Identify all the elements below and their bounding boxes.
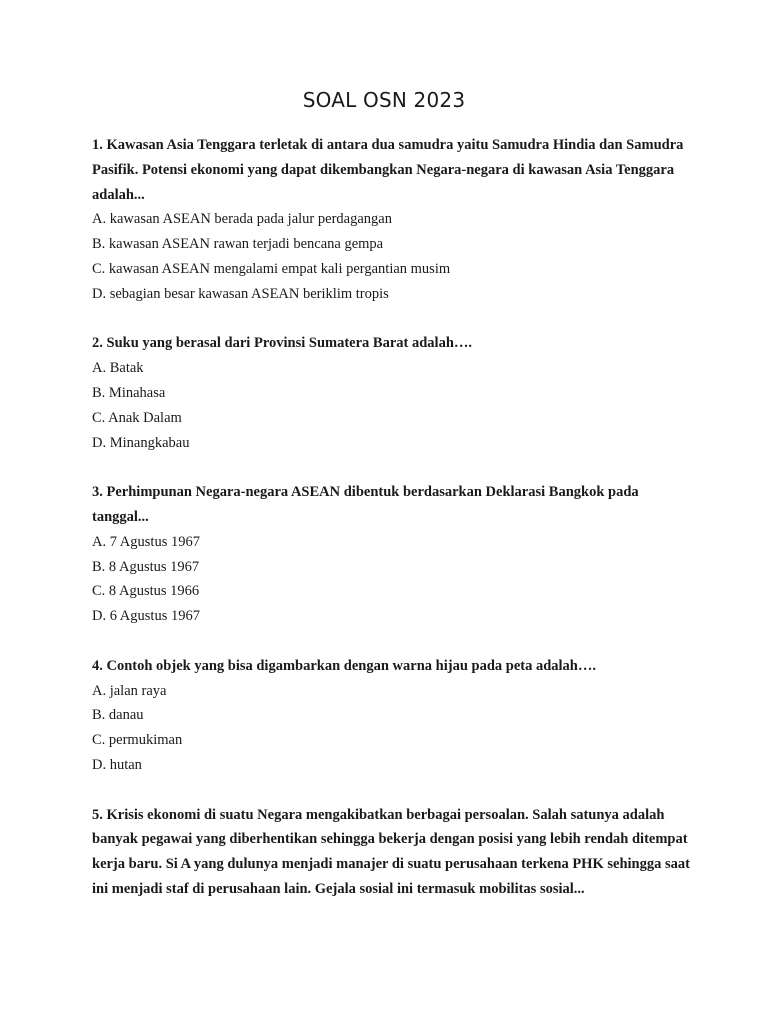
- question-text: 4. Contoh objek yang bisa digambarkan dengan warna hijau pada peta adalah….: [92, 657, 596, 674]
- answer-option: D. hutan: [92, 756, 142, 773]
- question-text: 3. Perhimpunan Negara-negara ASEAN dibentuk berdasarkan Deklarasi Bangkok pada tanggal...: [92, 484, 639, 525]
- answer-option: C. Anak Dalam: [92, 409, 182, 426]
- question-list: [92, 133, 692, 927]
- answer-option: C. 8 Agustus 1966: [92, 583, 200, 600]
- answer-option: C. kawasan ASEAN mengalami empat kali pergantian musim: [92, 260, 451, 277]
- question-text: 2. Suku yang berasal dari Provinsi Sumatera Barat adalah….: [92, 335, 473, 352]
- question-text: 5. Krisis ekonomi di suatu Negara mengakibatkan berbagai persoalan. Salah satunya adalah banyak pegawai yang diberhentikan sehingga bekerja dengan posisi yang lebih rendah ditempat kerja baru. Si A yang dulunya menjadi manajer di suatu perusahaan terkena PHK sehingga saat ini menjadi staf di perusahaan lain. Gejala sosial ini termasuk mobilitas sosial...: [92, 806, 690, 897]
- answer-option: C. permukiman: [92, 732, 183, 749]
- answer-option: D. Minangkabau: [92, 434, 190, 451]
- answer-option: A. 7 Agustus 1967: [92, 533, 200, 550]
- page-title: SOAL OSN 2023: [302, 88, 466, 112]
- answer-option: D. sebagian besar kawasan ASEAN beriklim tropis: [92, 285, 389, 302]
- question-5: [92, 803, 692, 902]
- question-3: [92, 480, 692, 629]
- answer-option: A. Batak: [92, 360, 144, 377]
- question-2: [92, 331, 692, 455]
- answer-option: D. 6 Agustus 1967: [92, 608, 200, 625]
- answer-option: B. kawasan ASEAN rawan terjadi bencana gempa: [92, 236, 384, 253]
- answer-option: A. jalan raya: [92, 682, 167, 699]
- question-text: 1. Kawasan Asia Tenggara terletak di antara dua samudra yaitu Samudra Hindia dan Samudra Pasifik. Potensi ekonomi yang dapat dikembangkan Negara-negara di kawasan Asia Tenggara adalah...: [92, 137, 684, 203]
- answer-option: B. danau: [92, 707, 144, 724]
- answer-option: B. 8 Agustus 1967: [92, 558, 200, 575]
- question-4: [92, 654, 692, 778]
- answer-option: A. kawasan ASEAN berada pada jalur perdagangan: [92, 211, 392, 228]
- answer-option: B. Minahasa: [92, 384, 166, 401]
- question-1: [92, 133, 692, 307]
